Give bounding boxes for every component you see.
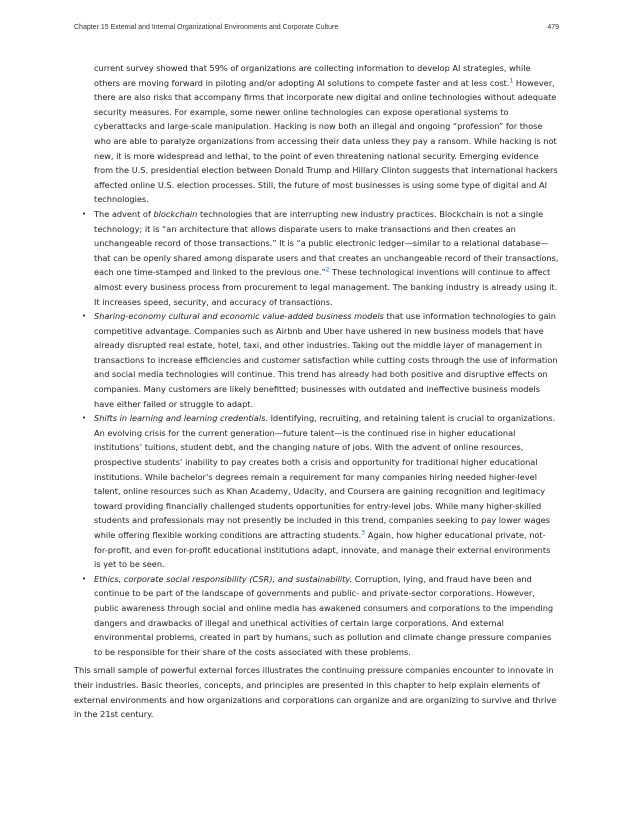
bullet-dot: • — [82, 574, 87, 583]
intro-paragraph — [74, 61, 559, 207]
bullet-text-a: . Identifying, recruiting, and retaining talent is crucial to organizations. An evolving crisis for the current generation—future talent—is the continued rise in higher educational institutions’ tuitions, student debt, and the changing nature of jobs. With the advent of online resources, prospective students’ inability to pay creates both a crisis and opportunity for traditional higher educational institutions. While bachelor’s degrees remain a requirement for many companies hiring needed higher-level talent, online resources such as Khan Academy, Udacity, and Coursera are gaining recognition and legitimacy toward providing financially challenged students opportunities for entry-level jobs. While many higher-skilled students and professionals may not presently be included in this trend, companies seeking to pay lower wages while offering flexible working conditions are attracting students. — [94, 413, 556, 540]
bullet-text-b: Again, how higher educational private, not-for-profit, and even for-profit educational institutions adapt, innovate, and manage their external environments is yet to be seen. — [94, 530, 551, 570]
footnote-link-2[interactable]: 2 — [325, 266, 330, 274]
page-number: 479 — [547, 24, 559, 31]
bullet-item-learning — [74, 411, 559, 572]
intro-text-b: However, there are also risks that accompany firms that incorporate new digital and online technologies without adequate security measures. For example, some newer online technologies can expose operational systems to cyberattacks and large-scale manipulation. Hacking is now both an illegal and ongoing “profession” for those who are able to paralyze organizations from accessing their data unless they pay a ransom. While hacking is not new, it is more widespread and lethal, to the point of even threatening national security. Emerging evidence from the U.S. presidential election between Donald Trump and Hillary Clinton suggests that international hackers affected online U.S. election processes. Still, the future of most businesses is using some type of digital and AI technologies. — [94, 77, 558, 205]
bullet-dot: • — [82, 209, 87, 218]
bullet-text-a: that use information technologies to gain competitive advantage. Companies such as Airbnb and Uber have ushered in new business models that have already disrupted real estate, hotel, taxi, and other industries. Taking out the middle layer of management in transactions to increase efficiencies and customer satisfaction while cutting costs through the use of information and social media technologies will continue. This trend has already had both positive and disruptive effects on companies. Many customers are likely benefitted; businesses with outdated and ineffective business models have either failed or struggle to adapt. — [94, 311, 558, 409]
bullet-item-sharing-economy — [74, 309, 559, 411]
chapter-title: Chapter 15 External and Internal Organizational Environments and Corporate Culture — [74, 24, 339, 31]
bullet-emphasis: Sharing-economy cultural and economic value-added business models — [94, 311, 384, 322]
bullet-text-a: technologies that are interrupting new industry practices. Blockchain is not a single technology; it is “an architecture that allows disparate users to make transactions and then creates an unchangeable record of those transactions.” It is “a public electronic ledger—similar to a relational database—that can be openly shared among disparate users and that creates an unchangeable record of their transactions, each one time-stamped and linked to the previous one.” — [94, 208, 559, 278]
bullet-pre: The advent of — [94, 208, 154, 219]
footnote-link-1[interactable]: 1 — [509, 76, 514, 84]
bullet-text-b: These technological inventions will continue to affect almost every business process from procurement to legal management. The banking industry is already using it. It increases speed, security, and accuracy of transactions. — [94, 267, 558, 307]
page-header — [74, 24, 559, 36]
bullet-dot: • — [82, 414, 87, 423]
page-body — [74, 61, 559, 722]
bullet-emphasis: Shifts in learning and learning credentials — [94, 413, 266, 424]
closing-paragraph: This small sample of powerful external forces illustrates the continuing pressure companies encounter to innovate in their industries. Basic theories, concepts, and principles are presented in this chapter to help explain elements of external environments and how organizations and corporations can organize and are organizing to survive and thrive in the 21st century. — [74, 665, 557, 720]
bullet-emphasis: Ethics, corporate social responsibility (CSR), and sustainability. — [94, 573, 353, 584]
bullet-item-blockchain — [74, 207, 559, 309]
footnote-link-3[interactable]: 3 — [361, 529, 366, 537]
intro-text-a: current survey showed that 59% of organizations are collecting information to develop AI strategies, while others are moving forward in piloting and/or adopting AI solutions to compete faster and at less cost. — [94, 63, 531, 88]
bullet-list — [74, 207, 559, 659]
bullet-item-ethics — [74, 572, 559, 660]
bullet-text-a: Corruption, lying, and fraud have been and continue to be part of the landscape of governments and public- and private-sector corporations. However, public awareness through social and online media has awakened consumers and corporations to the impending dangers and drawbacks of illegal and unethical activities of certain large corporations. And external environmental problems, created in part by humans, such as pollution and climate change pressure companies to be responsible for their share of the costs associated with these problems. — [94, 573, 554, 657]
bullet-emphasis: blockchain — [153, 208, 198, 219]
bullet-dot: • — [82, 312, 87, 321]
